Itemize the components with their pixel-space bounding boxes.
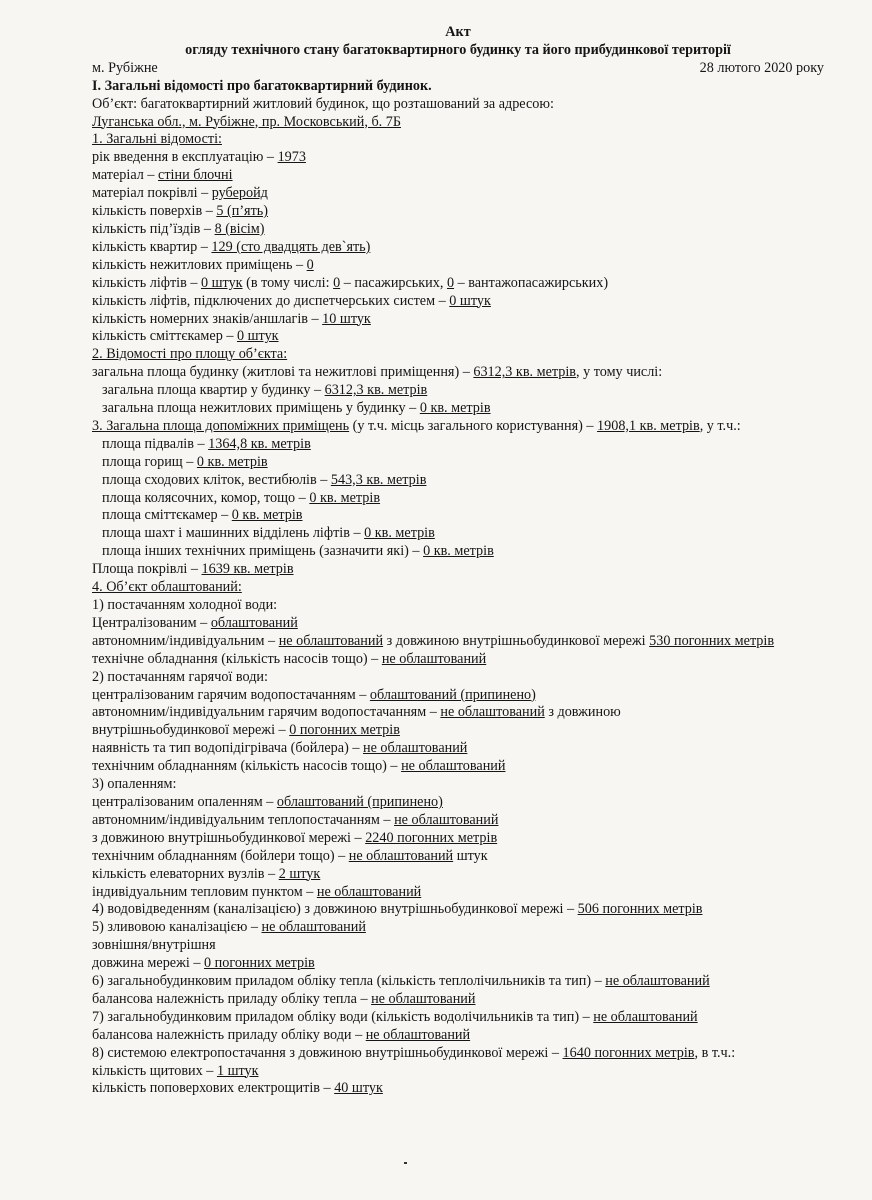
itp-value: не облаштований <box>316 883 422 900</box>
object-line: Об’єкт: багатоквартирний житловий будинок, що розташований за адресою: <box>92 95 554 112</box>
pram-area-line: площа колясочних, комор, тощо – 0 кв. метрів <box>102 489 381 506</box>
switchboards-value: 1 штук <box>216 1062 259 1079</box>
elevator-nodes-value: 2 штук <box>278 865 321 882</box>
apartments-line: кількість квартир – 129 (сто двадцять дев`ять) <box>92 238 371 255</box>
cold-water-tech-line: технічне обладнання (кількість насосів тощо) – не облаштований <box>92 650 487 667</box>
water-meter-value: не облаштований <box>593 1008 698 1025</box>
city: м. Рубіжне <box>92 59 158 76</box>
heating-tech-value: не облаштований <box>348 847 454 864</box>
dispatch-lifts-line: кількість ліфтів, підключених до диспетчерських систем – 0 штук <box>92 292 491 309</box>
heating-tech-line: технічним обладнанням (бойлери тощо) – не облаштований штук <box>92 847 488 864</box>
aux-area-line: 3. Загальна площа допоміжних приміщень (у т.ч. місць загального користування) – 1908,1 кв. метрів, у т.ч.: <box>92 417 741 434</box>
page-mark <box>404 1162 407 1164</box>
storm-length-value: 0 погонних метрів <box>204 955 315 972</box>
nonresidential-area-line: загальна площа нежитлових приміщень у будинку – 0 кв. метрів <box>102 400 491 417</box>
apartments-value: 129 (сто двадцять дев`ять) <box>211 238 371 255</box>
equipment-heading: 4. Об’єкт облаштований: <box>92 579 242 596</box>
roof-material-line: матеріал покрівлі – руберойд <box>92 185 268 202</box>
trash-area-value: 0 кв. метрів <box>231 507 303 524</box>
roof-area-line: Площа покрівлі – 1639 кв. метрів <box>92 561 294 578</box>
hot-water-network-line: внутрішньобудинкової мережі – 0 погонних метрів <box>92 722 400 739</box>
heat-meter-value: не облаштований <box>605 973 710 990</box>
hot-water-central-value: облаштований (припинено) <box>369 686 536 703</box>
water-meter-line: 7) загальнобудинковим приладом обліку води (кількість водолічильників та тип) – не облаштований <box>92 1008 698 1025</box>
hot-water-network-value: 0 погонних метрів <box>289 722 400 739</box>
water-meter-balance-line: балансова належність приладу обліку води – не облаштований <box>92 1026 471 1043</box>
heating-auto-line: автономним/індивідуальним теплопостачанням – не облаштований <box>92 811 499 828</box>
cold-water-central-line: Централізованим – облаштований <box>92 614 298 631</box>
floors-line: кількість поверхів – 5 (п’ять) <box>92 203 268 220</box>
nonresidential-value: 0 <box>306 256 314 273</box>
floors-value: 5 (п’ять) <box>216 203 268 220</box>
stairs-area-value: 543,3 кв. метрів <box>330 471 427 488</box>
cold-water-network-length: 530 погонних метрів <box>649 632 775 649</box>
shaft-area-line: площа шахт і машинних відділень ліфтів – 0 кв. метрів <box>102 525 435 542</box>
total-area-line: загальна площа будинку (житлові та нежитлові приміщення) – 6312,3 кв. метрів, у тому числі: <box>92 364 663 381</box>
stairs-area-line: площа сходових кліток, вестибюлів – 543,3 кв. метрів <box>102 471 427 488</box>
heating-network-line: з довжиною внутрішньобудинкової мережі – 2240 погонних метрів <box>92 829 498 846</box>
shaft-area-value: 0 кв. метрів <box>364 525 435 542</box>
cold-water-central-value: облаштований <box>210 614 298 631</box>
hot-water-central-line: централізованим гарячим водопостачанням – облаштований (припинено) <box>92 686 536 703</box>
apartment-area-line: загальна площа квартир у будинку – 6312,3 кв. метрів <box>102 382 428 399</box>
heat-meter-balance-value: не облаштований <box>371 990 476 1007</box>
aux-area-value: 1908,1 кв. метрів <box>597 417 700 434</box>
hot-water-auto-line: автономним/індивідуальним гарячим водопостачанням – не облаштований з довжиною <box>92 704 621 721</box>
apartment-area-value: 6312,3 кв. метрів <box>324 382 428 399</box>
aux-area-heading: 3. Загальна площа допоміжних приміщень <box>92 417 350 434</box>
other-area-line: площа інших технічних приміщень (зазначити які) – 0 кв. метрів <box>102 543 494 560</box>
entrances-value: 8 (вісім) <box>214 220 265 237</box>
boiler-value: не облаштований <box>363 740 468 757</box>
heating-heading: 3) опаленням: <box>92 776 177 793</box>
nonresidential-line: кількість нежитлових приміщень – 0 <box>92 256 314 273</box>
electricity-value: 1640 погонних метрів <box>562 1044 695 1061</box>
cold-water-heading: 1) постачанням холодної води: <box>92 597 278 613</box>
attic-area-line: площа горищ – 0 кв. метрів <box>102 453 268 470</box>
basement-area-value: 1364,8 кв. метрів <box>208 435 311 452</box>
elevator-nodes-line: кількість елеваторних вузлів – 2 штук <box>92 865 321 882</box>
hot-water-heading: 2) постачанням гарячої води: <box>92 668 268 685</box>
hot-water-auto-value: не облаштований <box>440 704 545 721</box>
material-value: стіни блочні <box>158 167 233 184</box>
hot-water-tech-line: технічним обладнанням (кількість насосів тощо) – не облаштований <box>92 758 506 775</box>
storm-sewage-line: 5) зливовою каналізацією – не облаштований <box>92 919 366 936</box>
area-heading: 2. Відомості про площу об’єкта: <box>92 346 288 363</box>
switchboards-line: кількість щитових – 1 штук <box>92 1062 259 1079</box>
heating-network-value: 2240 погонних метрів <box>365 829 498 846</box>
general-heading: 1. Загальні відомості: <box>92 131 222 148</box>
roof-material-value: руберойд <box>211 185 268 202</box>
hot-water-tech-value: не облаштований <box>401 758 506 775</box>
total-area-value: 6312,3 кв. метрів <box>473 364 576 381</box>
storm-length-line: довжина мережі – 0 погонних метрів <box>92 955 315 972</box>
roof-area-value: 1639 кв. метрів <box>201 561 294 578</box>
section-1-heading: І. Загальні відомості про багатоквартирний будинок. <box>92 77 432 94</box>
storm-type-line: зовнішня/внутрішня <box>92 937 216 954</box>
address: Луганська обл., м. Рубіжне, пр. Московський, б. 7Б <box>92 113 402 130</box>
heating-auto-value: не облаштований <box>394 811 499 828</box>
material-line: матеріал – стіни блочні <box>92 167 233 184</box>
water-meter-balance-value: не облаштований <box>365 1026 471 1043</box>
other-area-value: 0 кв. метрів <box>423 543 494 560</box>
entrances-line: кількість під’їздів – 8 (вісім) <box>92 220 265 237</box>
floor-shields-line: кількість поповерхових електрощитів – 40 штук <box>92 1080 383 1097</box>
nonresidential-area-value: 0 кв. метрів <box>419 400 491 417</box>
electricity-line: 8) системою електропостачання з довжиною внутрішньобудинкової мережі – 1640 погонних метрів, в т.ч.: <box>92 1044 736 1061</box>
basement-area-line: площа підвалів – 1364,8 кв. метрів <box>102 435 311 452</box>
lifts-value: 0 штук <box>200 274 243 291</box>
floor-shields-value: 40 штук <box>334 1080 383 1097</box>
signs-value: 10 штук <box>322 310 371 327</box>
trash-rooms-line: кількість сміттєкамер – 0 штук <box>92 328 279 345</box>
heat-meter-line: 6) загальнобудинковим приладом обліку тепла (кількість теплолічильників та тип) – не облаштований <box>92 973 710 990</box>
trash-rooms-value: 0 штук <box>236 328 279 345</box>
heat-meter-balance-line: балансова належність приладу обліку тепла – не облаштований <box>92 990 476 1007</box>
sewage-value: 506 погонних метрів <box>577 901 703 918</box>
storm-sewage-value: не облаштований <box>261 919 366 936</box>
date: 28 лютого 2020 року <box>699 59 824 76</box>
document-body <box>92 24 824 1098</box>
lifts-line: кількість ліфтів – 0 штук (в тому числі: 0 – пасажирських, 0 – вантажопасажирських) <box>92 274 609 291</box>
sewage-line: 4) водовідведенням (каналізацією) з довжиною внутрішньобудинкової мережі – 506 погонних метрів <box>92 901 703 918</box>
heating-central-line: централізованим опаленням – облаштований (припинено) <box>92 793 443 810</box>
itp-line: індивідуальним тепловим пунктом – не облаштований <box>92 883 422 900</box>
cold-water-tech-value: не облаштований <box>381 650 487 667</box>
doc-title: Акт <box>445 24 471 40</box>
signs-line: кількість номерних знаків/аншлагів – 10 штук <box>92 310 371 327</box>
cold-water-auto-value: не облаштований <box>278 632 384 649</box>
trash-area-line: площа сміттєкамер – 0 кв. метрів <box>102 507 303 524</box>
dispatch-lifts-value: 0 штук <box>449 292 491 309</box>
pram-area-value: 0 кв. метрів <box>309 489 381 506</box>
attic-area-value: 0 кв. метрів <box>196 453 268 470</box>
heating-central-value: облаштований (припинено) <box>276 793 443 810</box>
year-value: 1973 <box>277 149 306 166</box>
place-date-row <box>92 60 824 78</box>
boiler-line: наявність та тип водопідігрівача (бойлера) – не облаштований <box>92 740 468 757</box>
year-line: рік введення в експлуатацію – 1973 <box>92 149 306 166</box>
doc-subtitle: огляду технічного стану багатоквартирного будинку та його прибудинкової території <box>185 41 731 58</box>
cold-water-auto-line: автономним/індивідуальним – не облаштований з довжиною внутрішньобудинкової мережі 530 погонних метрів <box>92 632 775 649</box>
